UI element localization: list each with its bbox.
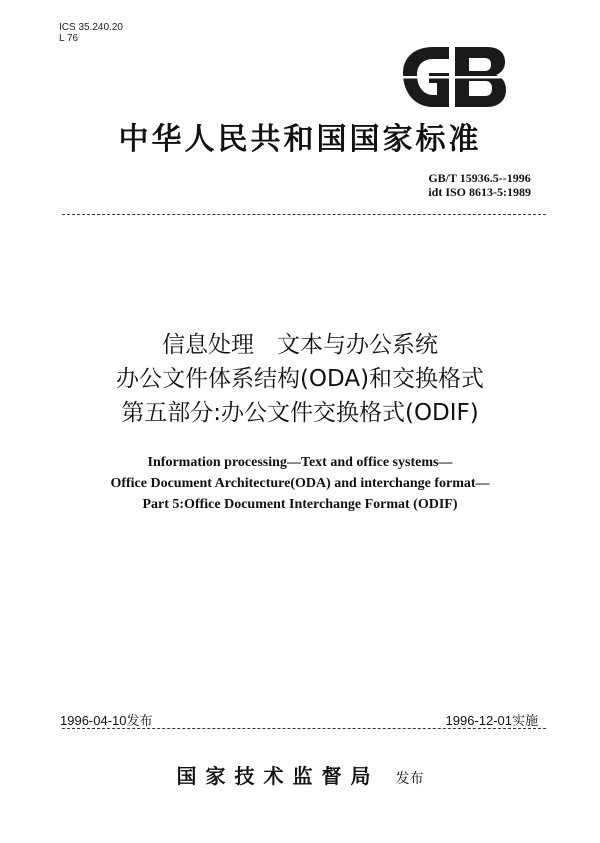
chinese-title-line-1: 信息处理 文本与办公系统 bbox=[162, 332, 438, 358]
bottom-divider bbox=[62, 728, 546, 729]
ccs-code: L 76 bbox=[59, 33, 79, 44]
chinese-title-line-2: 办公文件体系结构(ODA)和交换格式 bbox=[115, 366, 485, 392]
english-title-line-1: Information processing—Text and office systems— bbox=[147, 455, 453, 470]
english-title-line-2: Office Document Architecture(ODA) and interchange format— bbox=[110, 476, 490, 491]
classification-codes bbox=[59, 22, 123, 44]
english-title-line-3: Part 5:Office Document Interchange Format (ODIF) bbox=[142, 497, 458, 512]
top-divider bbox=[62, 214, 546, 215]
chinese-title bbox=[0, 328, 600, 430]
chinese-title-line-3: 第五部分:办公文件交换格式(ODIF) bbox=[121, 400, 479, 426]
national-standard-title: 中华人民共和国国家标准 bbox=[118, 122, 482, 157]
gb-logo bbox=[399, 43, 509, 111]
standard-codes bbox=[428, 171, 531, 199]
ics-code: ICS 35.240.20 bbox=[59, 22, 123, 33]
issuer-action: 发布 bbox=[395, 771, 424, 787]
issuing-authority bbox=[0, 760, 600, 789]
issuer-name: 国家技术监督局 bbox=[176, 764, 380, 788]
implementation-date: 1996-12-01实施 bbox=[445, 713, 538, 728]
gb-standard-number: GB/T 15936.5--1996 bbox=[428, 171, 531, 185]
iso-equivalent-number: idt ISO 8613-5:1989 bbox=[428, 185, 531, 199]
issue-date: 1996-04-10发布 bbox=[60, 713, 153, 728]
english-title bbox=[0, 452, 600, 515]
